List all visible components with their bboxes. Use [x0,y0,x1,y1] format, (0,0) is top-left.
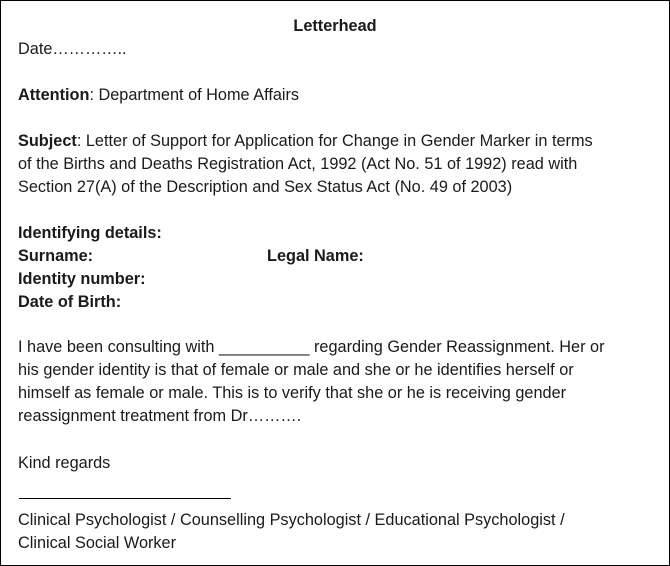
date-of-birth-label: Date of Birth: [18,293,122,311]
signature-line [19,498,231,499]
subject-text-1: : Letter of Support for Application for Change in Gender Marker in terms [76,132,593,150]
identity-number-label: Identity number: [18,270,146,288]
subject-line-2: of the Births and Deaths Registration Act, 1992 (Act No. 51 of 1992) read with [18,155,578,173]
subject-line-3: Section 27(A) of the Description and Sex Status Act (No. 49 of 2003) [18,178,513,196]
body-line-4: reassignment treatment from Dr………. [18,407,302,425]
subject-line-1 [18,130,593,153]
body-line-1: I have been consulting with __________ regarding Gender Reassignment. Her or [18,338,605,356]
identifying-heading: Identifying details: [18,224,162,242]
legal-name-label: Legal Name: [267,247,364,265]
date-line: Date………….. [18,40,127,58]
signatory-title-line-1: Clinical Psychologist / Counselling Psychologist / Educational Psychologist / [18,511,565,529]
attention-label: Attention [18,86,90,104]
attention-value: : Department of Home Affairs [89,86,300,104]
body-line-3: himself as female or male. This is to verify that she or he is receiving gender [18,384,567,402]
subject-label: Subject [18,132,77,150]
signatory-title-line-2: Clinical Social Worker [18,534,177,552]
surname-label: Surname: [18,247,94,265]
attention-line [18,84,299,107]
closing-text: Kind regards [18,454,111,472]
letterhead-title: Letterhead [293,17,377,35]
body-line-2: his gender identity is that of female or male and she or he identifies herself or [18,361,574,379]
